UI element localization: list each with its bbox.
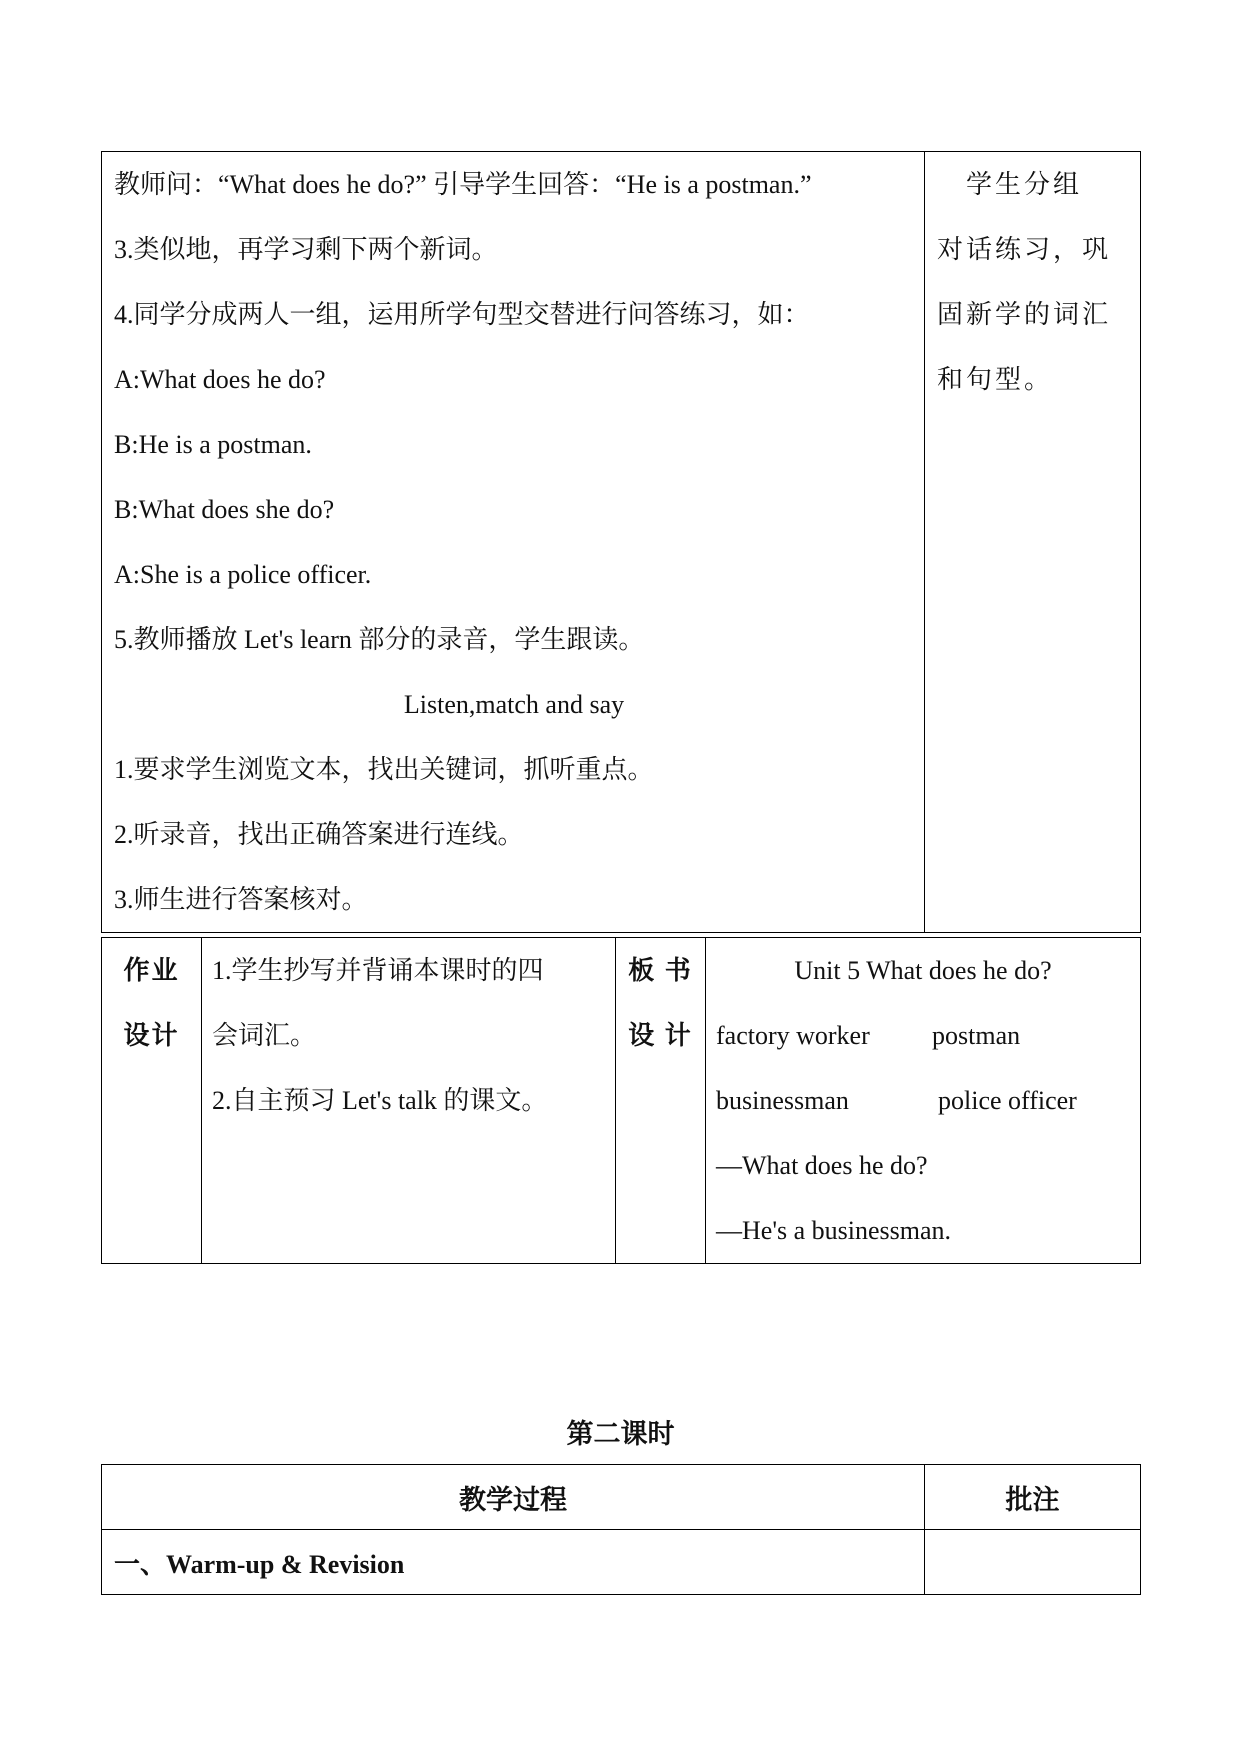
board-vocab-row: [716, 1003, 1130, 1068]
process-line: 3.类似地，再学习剩下两个新词。: [114, 235, 498, 264]
homework-line: 1.学生抄写并背诵本课时的四: [212, 956, 544, 985]
board-word: postman: [932, 1021, 1021, 1050]
process-line: 1.要求学生浏览文本，找出关键词，抓听重点。: [114, 755, 654, 784]
homework-board-table: [101, 937, 1141, 1264]
second-lesson-table: [101, 1464, 1141, 1595]
homework-label: 设计: [123, 1021, 180, 1050]
process-line: 5.教师播放 Let's learn 部分的录音，学生跟读。: [114, 625, 645, 654]
board-label-cell: [616, 938, 706, 1264]
annotation-cell: [925, 152, 1141, 933]
annotation-line: 对话练习，巩: [937, 235, 1112, 264]
annotation-line: 固新学的词汇: [937, 300, 1112, 329]
homework-content-cell: [202, 938, 616, 1264]
process-line: 教师问：“What does he do?” 引导学生回答：“He is a postman.”: [114, 170, 812, 199]
lesson-title: 第二课时: [566, 1419, 675, 1449]
process-subheading: Listen,match and say: [403, 690, 625, 719]
process-cell: [102, 152, 925, 933]
process-line: A:She is a police officer.: [114, 560, 372, 589]
warmup-annotation: [925, 1530, 1141, 1595]
board-word: factory worker: [716, 1021, 870, 1050]
homework-line: 2.自主预习 Let's talk 的课文。: [212, 1086, 548, 1115]
annotation-line: 和句型。: [937, 365, 1054, 394]
process-line: B:He is a postman.: [114, 430, 312, 459]
homework-line: 会词汇。: [212, 1021, 317, 1050]
process-line: A:What does he do?: [114, 365, 326, 394]
process-header: 教学过程: [102, 1465, 925, 1530]
warmup-row: 一、Warm-up & Revision: [102, 1530, 925, 1595]
process-line: 2.听录音，找出正确答案进行连线。: [114, 820, 524, 849]
board-label: 板 书: [628, 956, 693, 985]
homework-label: 作业: [123, 956, 180, 985]
annotation-line: 学生分组: [937, 170, 1083, 199]
board-word: businessman: [716, 1086, 849, 1115]
homework-label-cell: [102, 938, 202, 1264]
process-line: B:What does she do?: [114, 495, 335, 524]
board-answer: —He's a businessman.: [716, 1216, 952, 1245]
annotation-header: 批注: [925, 1465, 1141, 1530]
board-label: 设 计: [628, 1021, 693, 1050]
board-question: —What does he do?: [716, 1151, 928, 1180]
board-vocab-row: [716, 1068, 1130, 1133]
teaching-process-table: [101, 151, 1141, 933]
board-title: Unit 5 What does he do?: [794, 956, 1052, 985]
board-word: police officer: [938, 1086, 1077, 1115]
board-content-cell: [706, 938, 1141, 1264]
process-line: 3.师生进行答案核对。: [114, 885, 368, 914]
process-line: 4.同学分成两人一组，运用所学句型交替进行问答练习，如：: [114, 300, 810, 329]
